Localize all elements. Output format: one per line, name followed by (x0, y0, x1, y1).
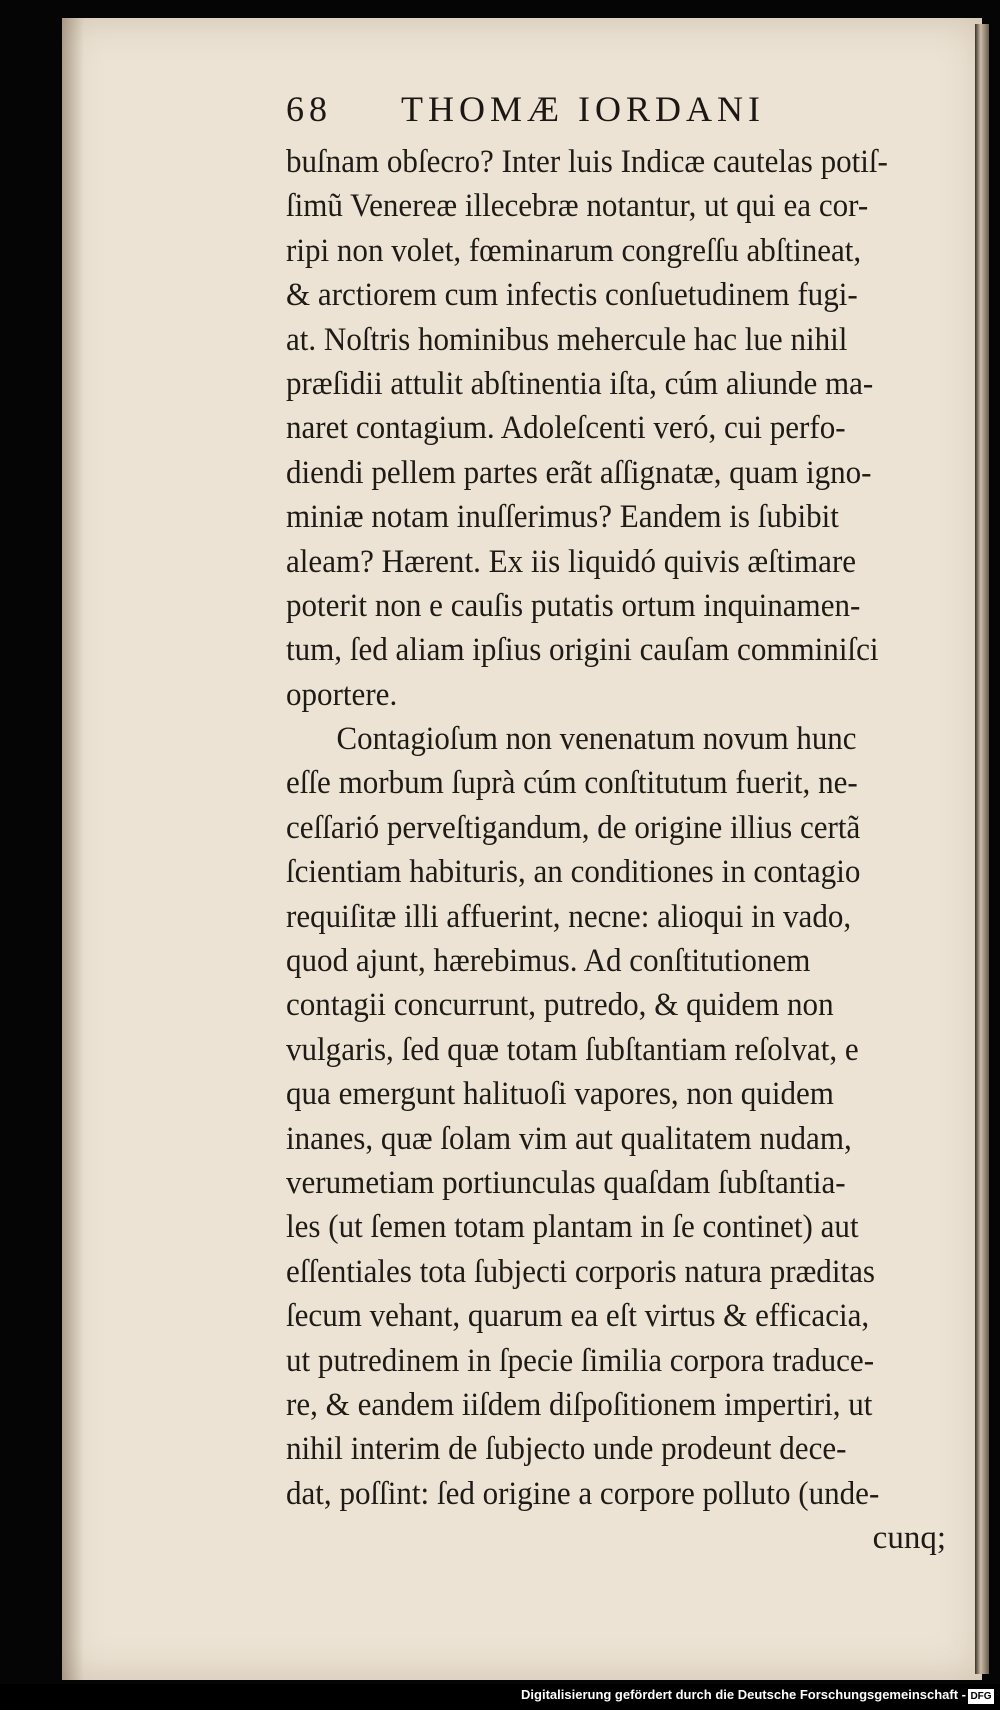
body-text (286, 140, 966, 1561)
paragraph-start-line: Contagioſum non venenatum novum hunc (336, 721, 857, 758)
text-line: contagii concurrunt, putredo, & quidem non (286, 987, 834, 1024)
text-line: præſidii attulit abſtinentia iſta, cúm aliunde ma- (286, 365, 874, 402)
text-line: re, & eandem iiſdem diſpoſitionem impertiri, ut (286, 1386, 873, 1423)
text-line: tum, ſed aliam ipſius origini cauſam comminiſci (286, 632, 879, 669)
text-line: inanes, quæ ſolam vim aut qualitatem nudam, (286, 1120, 852, 1157)
text-line: ripi non volet, fœminarum congreſſu abſtineat, (286, 232, 862, 269)
text-line: ſcientiam habituris, an conditiones in contagio (286, 854, 861, 891)
text-line: qua emergunt halituoſi vapores, non quidem (286, 1076, 834, 1113)
page-header (286, 88, 890, 140)
text-line: buſnam obſecro? Inter luis Indicæ cautelas potiſ- (286, 144, 888, 180)
text-line: requiſitæ illi affuerint, necne: alioqui in vado, (286, 898, 852, 935)
text-line: ut putredinem in ſpecie ſimilia corpora traduce- (286, 1342, 875, 1379)
text-line: les (ut ſemen totam plantam in ſe continet) aut (286, 1209, 859, 1246)
catchword: cunq; (872, 1520, 946, 1557)
text-line: verumetiam portiunculas quaſdam ſubſtantia- (286, 1164, 846, 1201)
text-line: eſſentiales tota ſubjecti corporis natura præditas (286, 1253, 875, 1290)
text-line: at. Noſtris hominibus mehercule hac lue nihil (286, 321, 848, 358)
page-edge (975, 24, 989, 1674)
text-line: naret contagium. Adoleſcenti veró, cui perfo- (286, 410, 846, 447)
text-line: dat, poſſint: ſed origine a corpore polluto (unde- (286, 1475, 880, 1512)
text-line: diendi pellem partes erãt aſſignatæ, quam igno- (286, 454, 872, 491)
text-line: quod ajunt, hærebimus. Ad conſtitutionem (286, 943, 811, 980)
dfg-logo: DFG (968, 1689, 994, 1704)
text-line: ſimũ Venereæ illecebræ notantur, ut qui ea cor- (286, 188, 869, 225)
text-line: eſſe morbum ſuprà cúm conſtitutum fuerit, ne- (286, 765, 858, 802)
text-line: & arctiorem cum infectis conſuetudinem fugi- (286, 277, 858, 314)
text-line: ceſſarió perveſtigandum, de origine illius certã (286, 809, 861, 846)
text-line: aleam? Hærent. Ex iis liquidó quivis æſtimare (286, 543, 857, 580)
text-line: oportere. (286, 676, 398, 713)
text-line: poterit non e cauſis putatis ortum inquinamen- (286, 587, 861, 624)
text-line: ſecum vehant, quarum ea eſt virtus & efficacia, (286, 1298, 870, 1335)
page-number: 68 (286, 89, 332, 129)
text-line: vulgaris, ſed quæ totam ſubſtantiam reſolvat, e (286, 1031, 859, 1068)
text-line: miniæ notam inuſſerimus? Eandem is ſubibit (286, 499, 839, 536)
text-line: nihil interim de ſubjecto unde prodeunt dece- (286, 1431, 847, 1468)
page-gutter-shadow (62, 18, 84, 1680)
running-title: THOMÆ IORDANI (401, 89, 765, 129)
footer-bar (0, 1684, 1000, 1710)
digitization-credit: Digitalisierung gefördert durch die Deutsche Forschungsgemeinschaft - (521, 1687, 966, 1702)
